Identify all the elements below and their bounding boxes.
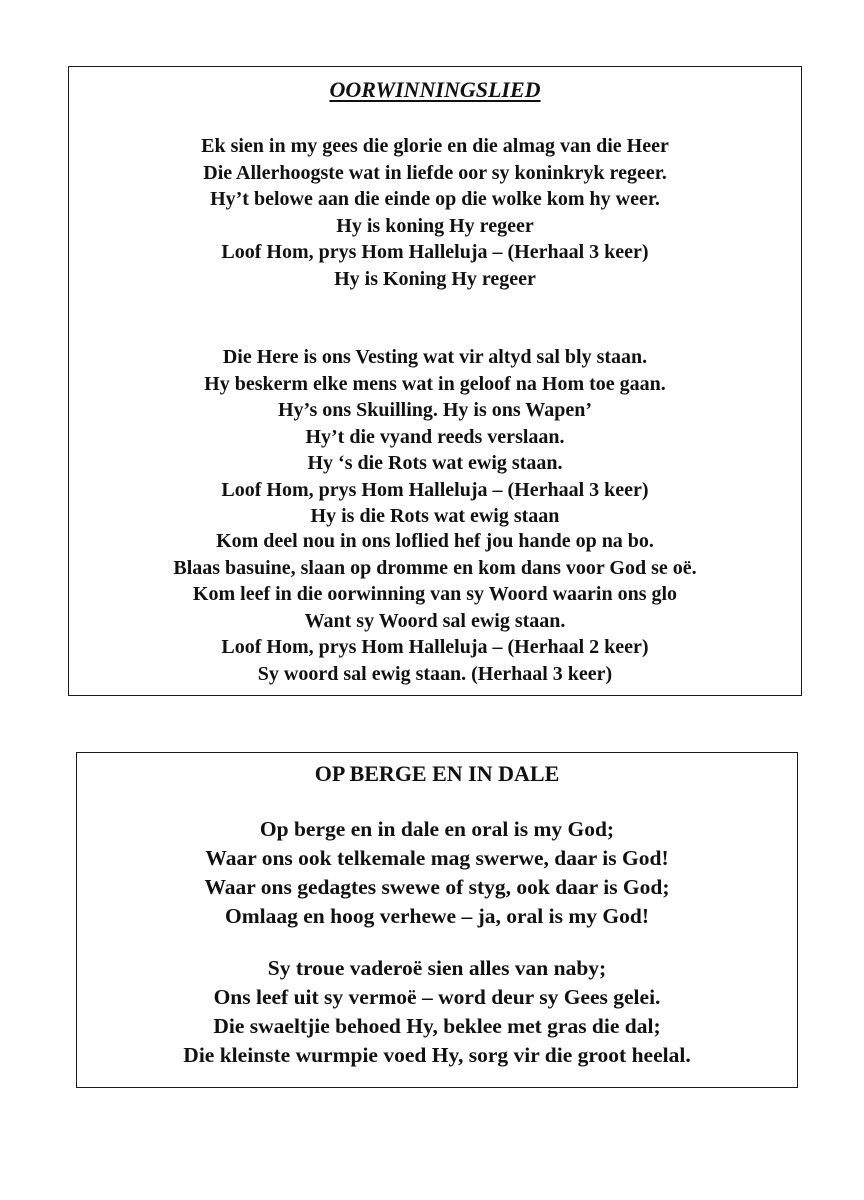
- lyric-line: Ons leef uit sy vermoë – word deur sy Gees gelei.: [213, 985, 661, 1009]
- lyric-line: Hy’t die vyand reeds verslaan.: [305, 425, 565, 448]
- stanza: [69, 528, 801, 687]
- lyric-line: Hy beskerm elke mens wat in geloof na Hom toe gaan.: [204, 372, 666, 395]
- lyric-line: Hy is Koning Hy regeer: [334, 267, 536, 290]
- lyric-line: Kom leef in die oorwinning van sy Woord waarin ons glo: [192, 583, 678, 605]
- lyric-line: Loof Hom, prys Hom Halleluja – (Herhaal 2 keer): [221, 636, 649, 658]
- stanza: [69, 344, 801, 530]
- lyric-line: Want sy Woord sal ewig staan.: [304, 609, 566, 632]
- lyric-line: Waar ons ook telkemale mag swerwe, daar is God!: [205, 846, 669, 870]
- lyric-line: Die Allerhoogste wat in liefde oor sy koninkryk regeer.: [203, 161, 667, 184]
- stanza: [69, 133, 801, 292]
- lyric-line: Die swaeltjie behoed Hy, beklee met gras die dal;: [213, 1014, 661, 1038]
- lyric-line: Waar ons gedagtes swewe of styg, ook daar is God;: [204, 875, 670, 899]
- song-box-op-berge-en-in-dale: [76, 752, 798, 1088]
- lyric-line: Sy woord sal ewig staan. (Herhaal 3 keer): [257, 662, 613, 685]
- lyric-line: Hy’s ons Skuilling. Hy is ons Wapen’: [277, 399, 592, 421]
- lyric-line: Blaas basuine, slaan op dromme en kom dans voor God se oë.: [173, 556, 697, 579]
- lyric-line: Loof Hom, prys Hom Halleluja – (Herhaal 3 keer): [221, 241, 649, 263]
- lyric-line: Hy ‘s die Rots wat ewig staan.: [307, 452, 563, 474]
- song-title: OP BERGE EN IN DALE: [314, 761, 560, 786]
- lyric-line: Sy troue vaderoë sien alles van naby;: [267, 956, 607, 980]
- lyric-line: Kom deel nou in ons loflied hef jou hande op na bo.: [216, 530, 654, 552]
- lyric-line: Omlaag en hoog verhewe – ja, oral is my God!: [225, 904, 649, 928]
- song-title: OORWINNINGSLIED: [329, 77, 541, 102]
- stanza: [77, 815, 797, 931]
- lyric-line: Ek sien in my gees die glorie en die almag van die Heer: [201, 135, 669, 157]
- lyric-line: Op berge en in dale en oral is my God;: [259, 817, 615, 841]
- lyric-line: Hy’t belowe aan die einde op die wolke kom hy weer.: [210, 188, 660, 210]
- lyric-line: Die kleinste wurmpie voed Hy, sorg vir die groot heelal.: [183, 1043, 691, 1067]
- lyric-line: Die Here is ons Vesting wat vir altyd sal bly staan.: [222, 346, 648, 368]
- stanza: [77, 954, 797, 1070]
- song-box-oorwinningslied: [68, 66, 802, 696]
- lyric-line: Loof Hom, prys Hom Halleluja – (Herhaal 3 keer): [221, 478, 649, 501]
- lyric-line: Hy is koning Hy regeer: [336, 214, 534, 237]
- lyric-line: Hy is die Rots wat ewig staan: [310, 505, 560, 527]
